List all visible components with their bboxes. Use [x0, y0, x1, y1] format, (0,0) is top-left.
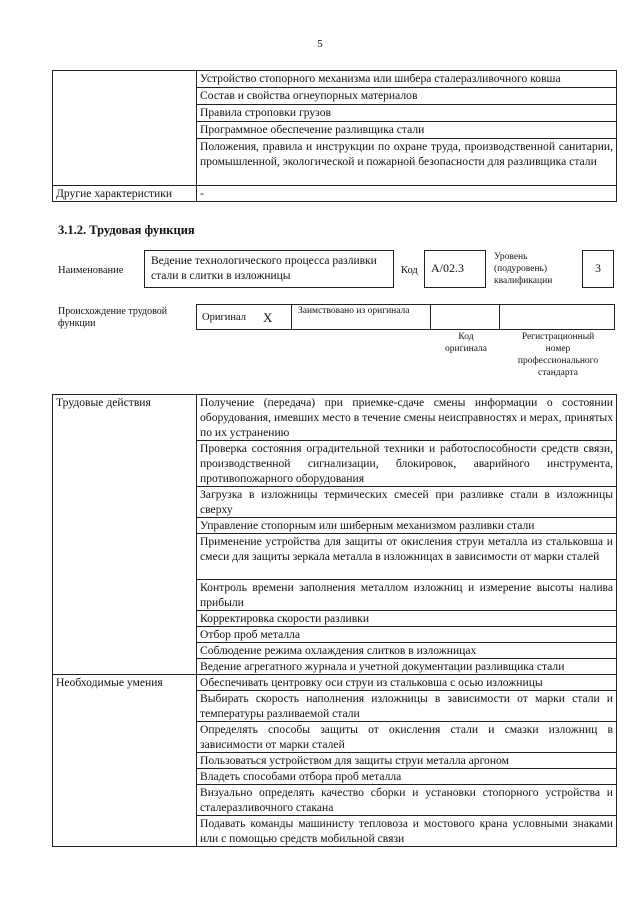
original-box — [196, 304, 292, 330]
skill-item: Подавать команды машинисту тепловоза и мостового крана условными знаками или с помощью средств мобильной связи — [197, 816, 617, 847]
skill-item: Владеть способами отбора проб металла — [197, 769, 617, 785]
knowledge-item: Устройство стопорного механизма или шибера сталеразливочного ковша — [197, 71, 617, 88]
required-skills-label: Необходимые умения — [53, 675, 197, 847]
skill-item: Визуально определять качество сборки и установки стопорного устройства и сталеразливочного стакана — [197, 785, 617, 816]
labor-function-table — [52, 394, 617, 847]
labor-action-item: Контроль времени заполнения металлом изложниц и измерение высоты налива прибыли — [197, 580, 617, 611]
function-code-value: А/02.3 — [431, 261, 464, 275]
origin-label: Происхождение трудовой функции — [58, 306, 168, 329]
function-name-box — [144, 250, 394, 288]
original-label: Оригинал — [202, 312, 246, 323]
code-original-caption: Код оригинала — [445, 332, 487, 354]
registration-number-box — [499, 304, 615, 330]
labor-action-item: Ведение агрегатного журнала и учетной документации разливщика стали — [197, 659, 617, 675]
labor-action-item: Корректировка скорости разливки — [197, 611, 617, 627]
knowledge-item: Состав и свойства огнеупорных материалов — [197, 88, 617, 105]
page-number: 5 — [317, 38, 323, 50]
knowledge-item: Правила строповки грузов — [197, 105, 617, 122]
labor-action-item: Соблюдение режима охлаждения слитков в изложницах — [197, 643, 617, 659]
code-label: Код — [401, 265, 418, 276]
level-value: 3 — [595, 261, 601, 275]
borrowed-label: Заимствовано из оригинала — [298, 306, 410, 316]
reg-number-caption: Регистрационный номер профессионального стандарта — [517, 332, 599, 378]
original-code-box — [430, 304, 500, 330]
labor-action-item: Проверка состояния оградительной техники и работоспособности средств связи, производственной сигнализации, блокировок, аварийного инструмента, противопожарного оборудования — [197, 441, 617, 487]
labor-action-item: Отбор проб металла — [197, 627, 617, 643]
labor-actions-label: Трудовые действия — [53, 395, 197, 675]
skill-item: Выбирать скорость наполнения изложницы в зависимости от марки стали и температуры разливаемой стали — [197, 691, 617, 722]
knowledge-label-cell — [53, 71, 197, 186]
function-name-value: Ведение технологического процесса разливки стали в слитки в изложницы — [151, 255, 377, 282]
labor-action-item: Получение (передача) при приемке-сдаче смены информации о состоянии оборудования, имевших место в течение смены неисправностях и мерах, принятых по их устранению — [197, 395, 617, 441]
skill-item: Определять способы защиты от окисления стали и смазки изложниц в зависимости от марки сталей — [197, 722, 617, 753]
original-mark: X — [263, 310, 273, 325]
level-value-box — [582, 250, 614, 288]
level-label: Уровень (подуровень) квалификации — [494, 252, 553, 286]
section-title: 3.1.2. Трудовая функция — [58, 223, 195, 237]
skill-item: Пользоваться устройством для защиты струи металла аргоном — [197, 753, 617, 769]
labor-action-item: Применение устройства для защиты от окисления струи металла из стальковша и смеси для защиты зеркала металла в изложницах в зависимости от марки сталей — [197, 534, 617, 580]
skill-item: Обеспечивать центровку оси струи из стальковша с осью изложницы — [197, 675, 617, 691]
name-label: Наименование — [58, 265, 124, 276]
knowledge-item: Положения, правила и инструкции по охране труда, производственной санитарии, промышленной, экологической и пожарной безопасности для разливщика стали — [197, 139, 617, 186]
knowledge-item: Программное обеспечение разливщика стали — [197, 122, 617, 139]
other-characteristics-label: Другие характеристики — [53, 186, 197, 202]
borrowed-box — [291, 304, 431, 330]
function-code-box — [424, 250, 486, 288]
other-characteristics-value: - — [197, 186, 617, 202]
labor-action-item: Управление стопорным или шиберным механизмом разливки стали — [197, 518, 617, 534]
knowledge-table — [52, 70, 617, 202]
labor-action-item: Загрузка в изложницы термических смесей при разливке стали в изложницы сверху — [197, 487, 617, 518]
